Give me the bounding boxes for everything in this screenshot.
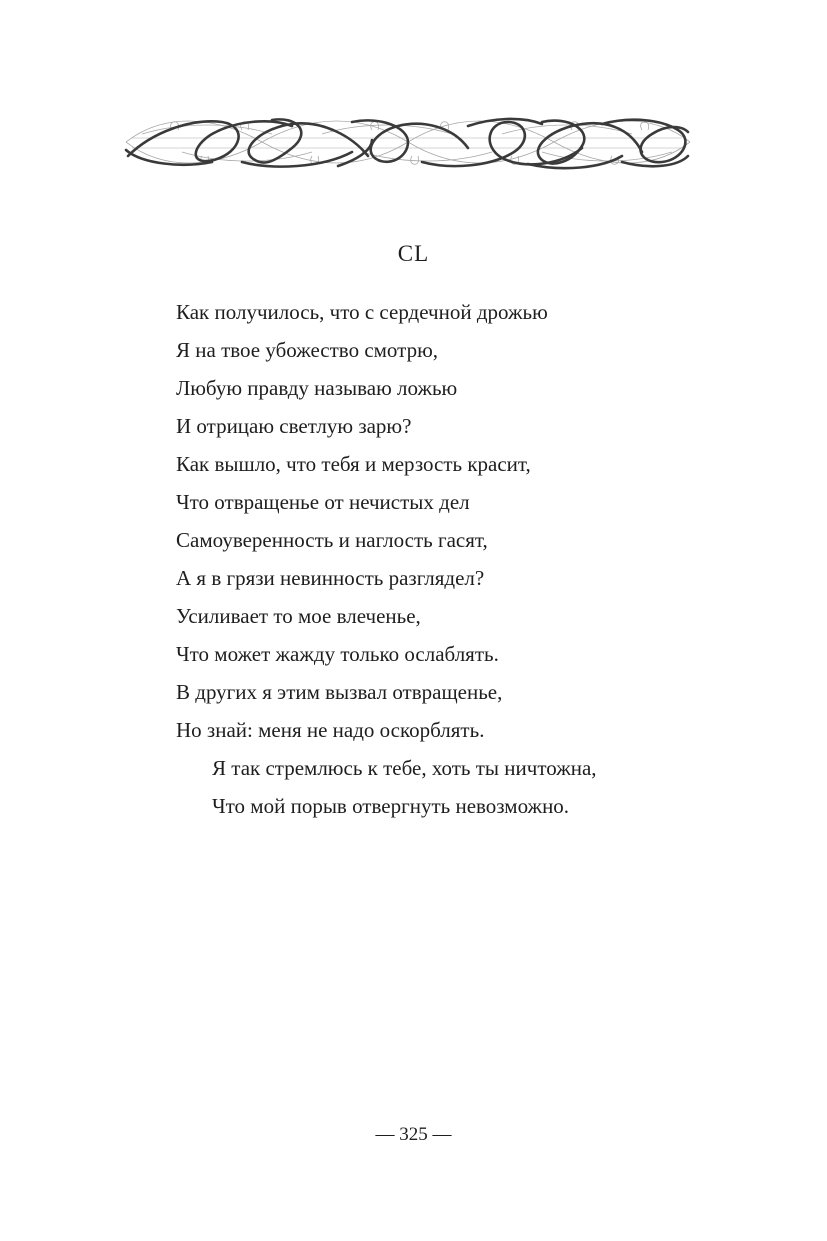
poem [176,293,597,825]
couplet-line: Что мой порыв отвергнуть невозможно. [212,794,570,818]
poem-line: Что отвращенье от нечистых дел [176,490,470,514]
poem-line: Любую правду называю ложью [176,376,458,400]
poem-line: Что может жажду только ослаблять. [176,642,499,666]
poem-line: Как вышло, что тебя и мерзость красит, [176,452,531,476]
poem-line: Самоуверенность и наглость гасят, [176,528,488,552]
poem-line: Усиливает то мое влеченье, [176,604,421,628]
ornament-divider [122,112,694,174]
poem-line: И отрицаю светлую зарю? [176,414,412,438]
poem-line: Но знай: меня не надо оскорблять. [176,718,485,742]
page-number: — 325 — [375,1124,452,1145]
poem-line: Я на твое убожество смотрю, [176,338,439,362]
couplet-line: Я так стремлюсь к тебе, хоть ты ничтожна, [212,756,597,780]
poem-line: А я в грязи невинность разглядел? [176,566,485,590]
poem-line: Как получилось, что с сердечной дрожью [176,300,548,324]
poem-line: В других я этим вызвал отвращенье, [176,680,503,704]
chapter-number: CL [397,241,430,266]
